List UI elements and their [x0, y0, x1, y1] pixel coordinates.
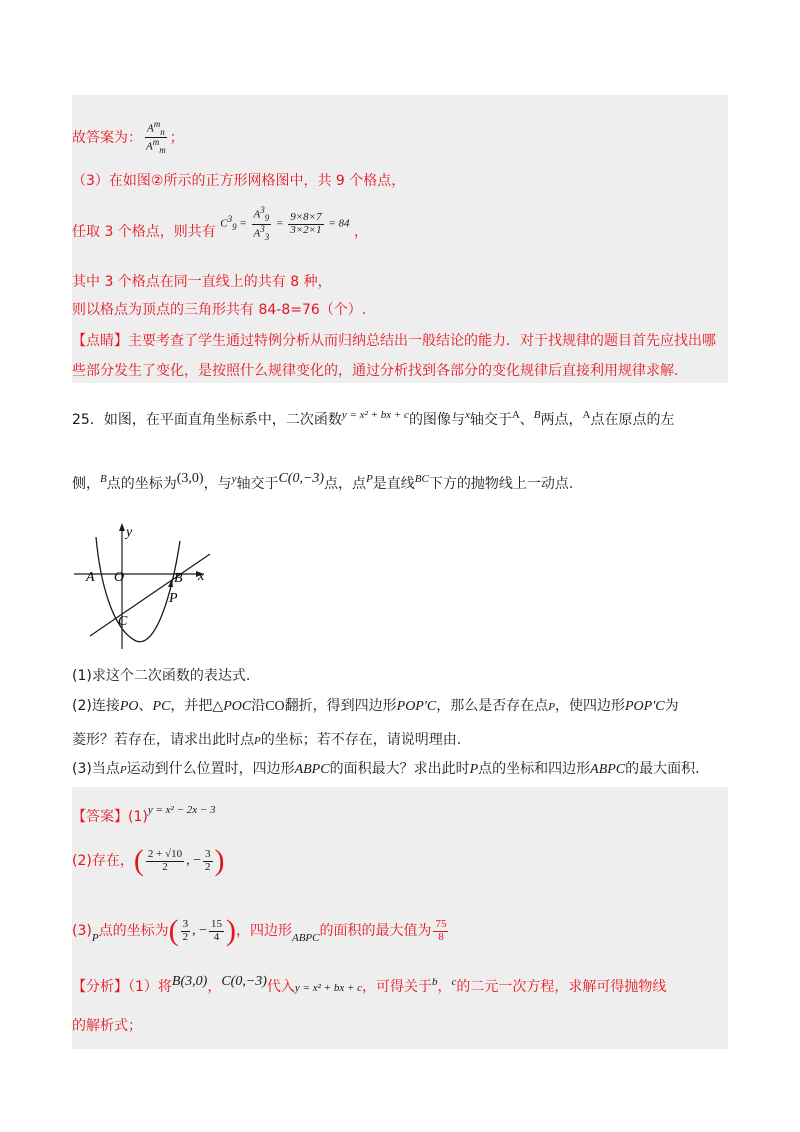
analysis-line-2: 的解析式；: [72, 1018, 142, 1034]
combination-formula: $C^3_9$ = $\frac{A^3_9}{A^3_3}$ = $\frac{9\times 8\times 7}{3\times 2\times 1}$ = 84: [220, 205, 350, 242]
analysis-line-1: 【分析】（1）将B(3,0)，C(0,−3)代入y = x² + bx + c，可得关于$^b$，$^c$的二元一次方程，求解可得抛物线: [72, 974, 667, 995]
answer-2-line: (2)存在，( $\frac{2 + √10}{2}$ , − $\frac{3}{2}$ ): [72, 844, 225, 877]
question-line-1: 25．如图，在平面直角坐标系中，二次函数$^{y = x^2 + bx + c}$的图像与$^x$轴交于$^A$、$^B$两点，$^A$点在原点的左: [72, 409, 675, 428]
label-x: x: [198, 569, 205, 584]
part3-line-4: 则以格点为顶点的三角形共有 84-8=76（个）.: [72, 302, 367, 318]
line-bc: [90, 554, 210, 636]
label-p: P: [169, 591, 178, 606]
answer-1-line: 【答案】$(1)^{y = x^2 - 2x - 3}$: [72, 804, 216, 825]
label-o: O: [114, 570, 125, 585]
question-part-1: (1)求这个二次函数的表达式.: [72, 668, 251, 684]
answer-tag: 【答案】: [72, 809, 128, 825]
part3-line-1: （3）在如图②所示的正方形网格图中，共 9 个格点，: [72, 173, 406, 189]
answer-3-line: $(3)_P$点的坐标为( $\frac{3}{2}$ , − $\frac{15}{4}$ )，四边形$_{ABPC}$的面积的最大值为 $\frac{75}{8}$: [72, 914, 447, 947]
question-line-2: 侧，$^B$点的坐标为(3,0)，与$^y$轴交于C(0,−3)点，点$^P$是直线$^{BC}$下方的抛物线上一动点.: [72, 471, 574, 492]
answer-fraction: $\frac{A^m_n}{A^m_m}$: [146, 119, 166, 156]
part3-line-3: 其中 3 个格点在同一直线上的共有 8 种，: [72, 274, 332, 290]
review-line-1: 【点睛】主要考查了学生通过特例分析从而归纳总结出一般结论的能力．对于找规律的题目首先应找出哪: [72, 333, 716, 349]
label-c: C: [118, 614, 128, 629]
answer-line: 故答案为： $\frac{A^m_n}{A^m_m}$ ；: [72, 119, 184, 156]
analysis-tag: 【分析】: [72, 979, 128, 995]
label-a: A: [86, 570, 95, 585]
label-b: B: [174, 571, 183, 586]
question-part-2-line-1: (2)连接PO、PC，并把△POC沿CO翻折，得到四边形POP′C，那么是否存在点P，使四边形POP′C为: [72, 698, 679, 714]
part3-line-2: 任取 3 个格点，则共有 $C^3_9$ = $\frac{A^3_9}{A^3_3}$ = $\frac{9\times 8\times 7}{3\times 2\times 1}$ = 84 ，: [72, 212, 368, 252]
question-part-3: (3)当点P运动到什么位置时，四边形ABPC的面积最大？求出此时P点的坐标和四边形ABPC的最大面积.: [72, 761, 700, 777]
parabola-figure: [72, 521, 222, 656]
label-y: y: [126, 525, 133, 540]
y-axis-arrow: [119, 523, 125, 531]
parabola-curve: [96, 537, 180, 642]
question-part-2-line-2: 菱形？若存在，请求出此时点P的坐标；若不存在，请说明理由.: [72, 732, 462, 748]
review-tag: 【点睛】: [72, 333, 128, 349]
review-line-2: 些部分发生了变化，是按照什么规律变化的，通过分析找到各部分的变化规律后直接利用规律求解.: [72, 363, 679, 379]
